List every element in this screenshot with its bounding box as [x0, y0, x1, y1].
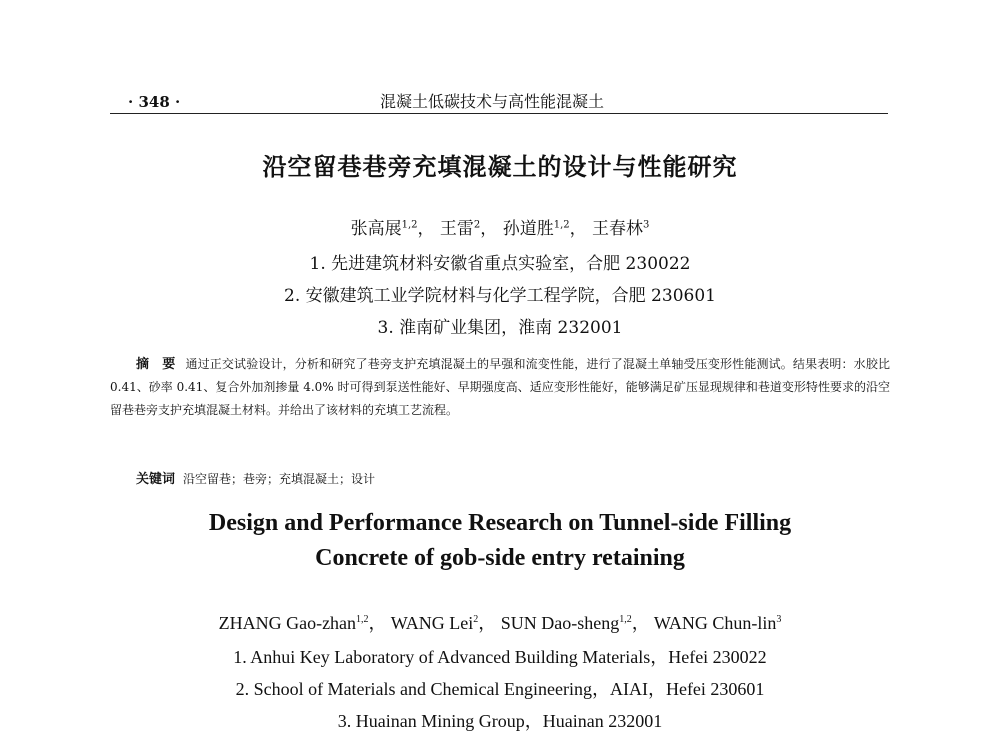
- author-affil-mark: 1,2: [356, 614, 369, 625]
- author-name: SUN Dao-sheng: [500, 613, 620, 633]
- author-affil-mark: 3: [643, 219, 650, 231]
- english-affiliation-2: 2. School of Materials and Chemical Engineering，AIAI，Hefei 230601: [235, 679, 765, 699]
- author-name: 张高展: [350, 219, 402, 239]
- keywords-label: 关键词: [136, 472, 176, 487]
- chinese-affiliation-2: 2. 安徽建筑工业学院材料与化学工程学院，合肥 230601: [284, 286, 716, 306]
- author-sep: ，: [417, 219, 435, 239]
- running-title: 混凝土低碳技术与高性能混凝土: [380, 92, 605, 111]
- author-affil-mark: 2: [473, 219, 481, 231]
- chinese-affiliation-1: 1. 先进建筑材料安徽省重点实验室，合肥 230022: [309, 254, 691, 274]
- author-affil-mark: 2: [473, 614, 479, 625]
- english-affiliation-1: 1. Anhui Key Laboratory of Advanced Building Materials，Hefei 230022: [233, 647, 767, 667]
- author-name: 王春林: [592, 219, 644, 239]
- keywords-text: 沿空留巷；巷旁；充填混凝土；设计: [183, 472, 376, 486]
- author-sep: ，: [569, 219, 587, 239]
- author-sep: ，: [478, 613, 497, 633]
- chinese-keywords: [136, 468, 375, 487]
- author-name: WANG Lei: [390, 613, 474, 633]
- english-affiliation-3: 3. Huainan Mining Group，Huainan 232001: [337, 711, 663, 731]
- author-sep: ，: [368, 613, 387, 633]
- chinese-authors: [0, 214, 1000, 239]
- author-sep: ，: [631, 613, 650, 633]
- abstract-text: 通过正交试验设计，分析和研究了巷旁支护充填混凝土的早强和流变性能，进行了混凝土单轴受压变形性能测试。结果表明：水胶比 0.41、砂率 0.41、复合外加剂掺量 4.0% 时可得到泵送性能好、早期强度高、适应变形性能好，能够满足矿压显现规律和巷道变形特性要求的沿空留巷巷旁支护充填混凝土材料。并给出了该材料的充填工艺流程。: [110, 357, 890, 417]
- author-affil-mark: 3: [776, 614, 782, 625]
- english-title-line-1: Design and Performance Research on Tunnel-side Filling: [208, 510, 792, 536]
- author-sep: ，: [480, 219, 498, 239]
- header-rule: [110, 113, 888, 114]
- english-authors: [0, 609, 1000, 635]
- author-name: 王雷: [439, 219, 474, 239]
- english-title: [0, 506, 1000, 576]
- author-name: ZHANG Gao-zhan: [218, 613, 357, 633]
- author-affil-mark: 1,2: [401, 219, 418, 231]
- author-affil-mark: 1,2: [619, 614, 632, 625]
- chinese-affiliation-3: 3. 淮南矿业集团，淮南 232001: [377, 318, 623, 338]
- abstract-label: 摘 要: [136, 357, 176, 372]
- author-name: 孙道胜: [502, 219, 554, 239]
- chinese-title: 沿空留巷巷旁充填混凝土的设计与性能研究: [262, 152, 738, 181]
- english-title-line-2: Concrete of gob-side entry retaining: [315, 545, 685, 571]
- chinese-abstract: [110, 353, 890, 422]
- author-affil-mark: 1,2: [553, 219, 570, 231]
- page-number: · 348 ·: [128, 93, 181, 111]
- author-name: WANG Chun-lin: [653, 613, 777, 633]
